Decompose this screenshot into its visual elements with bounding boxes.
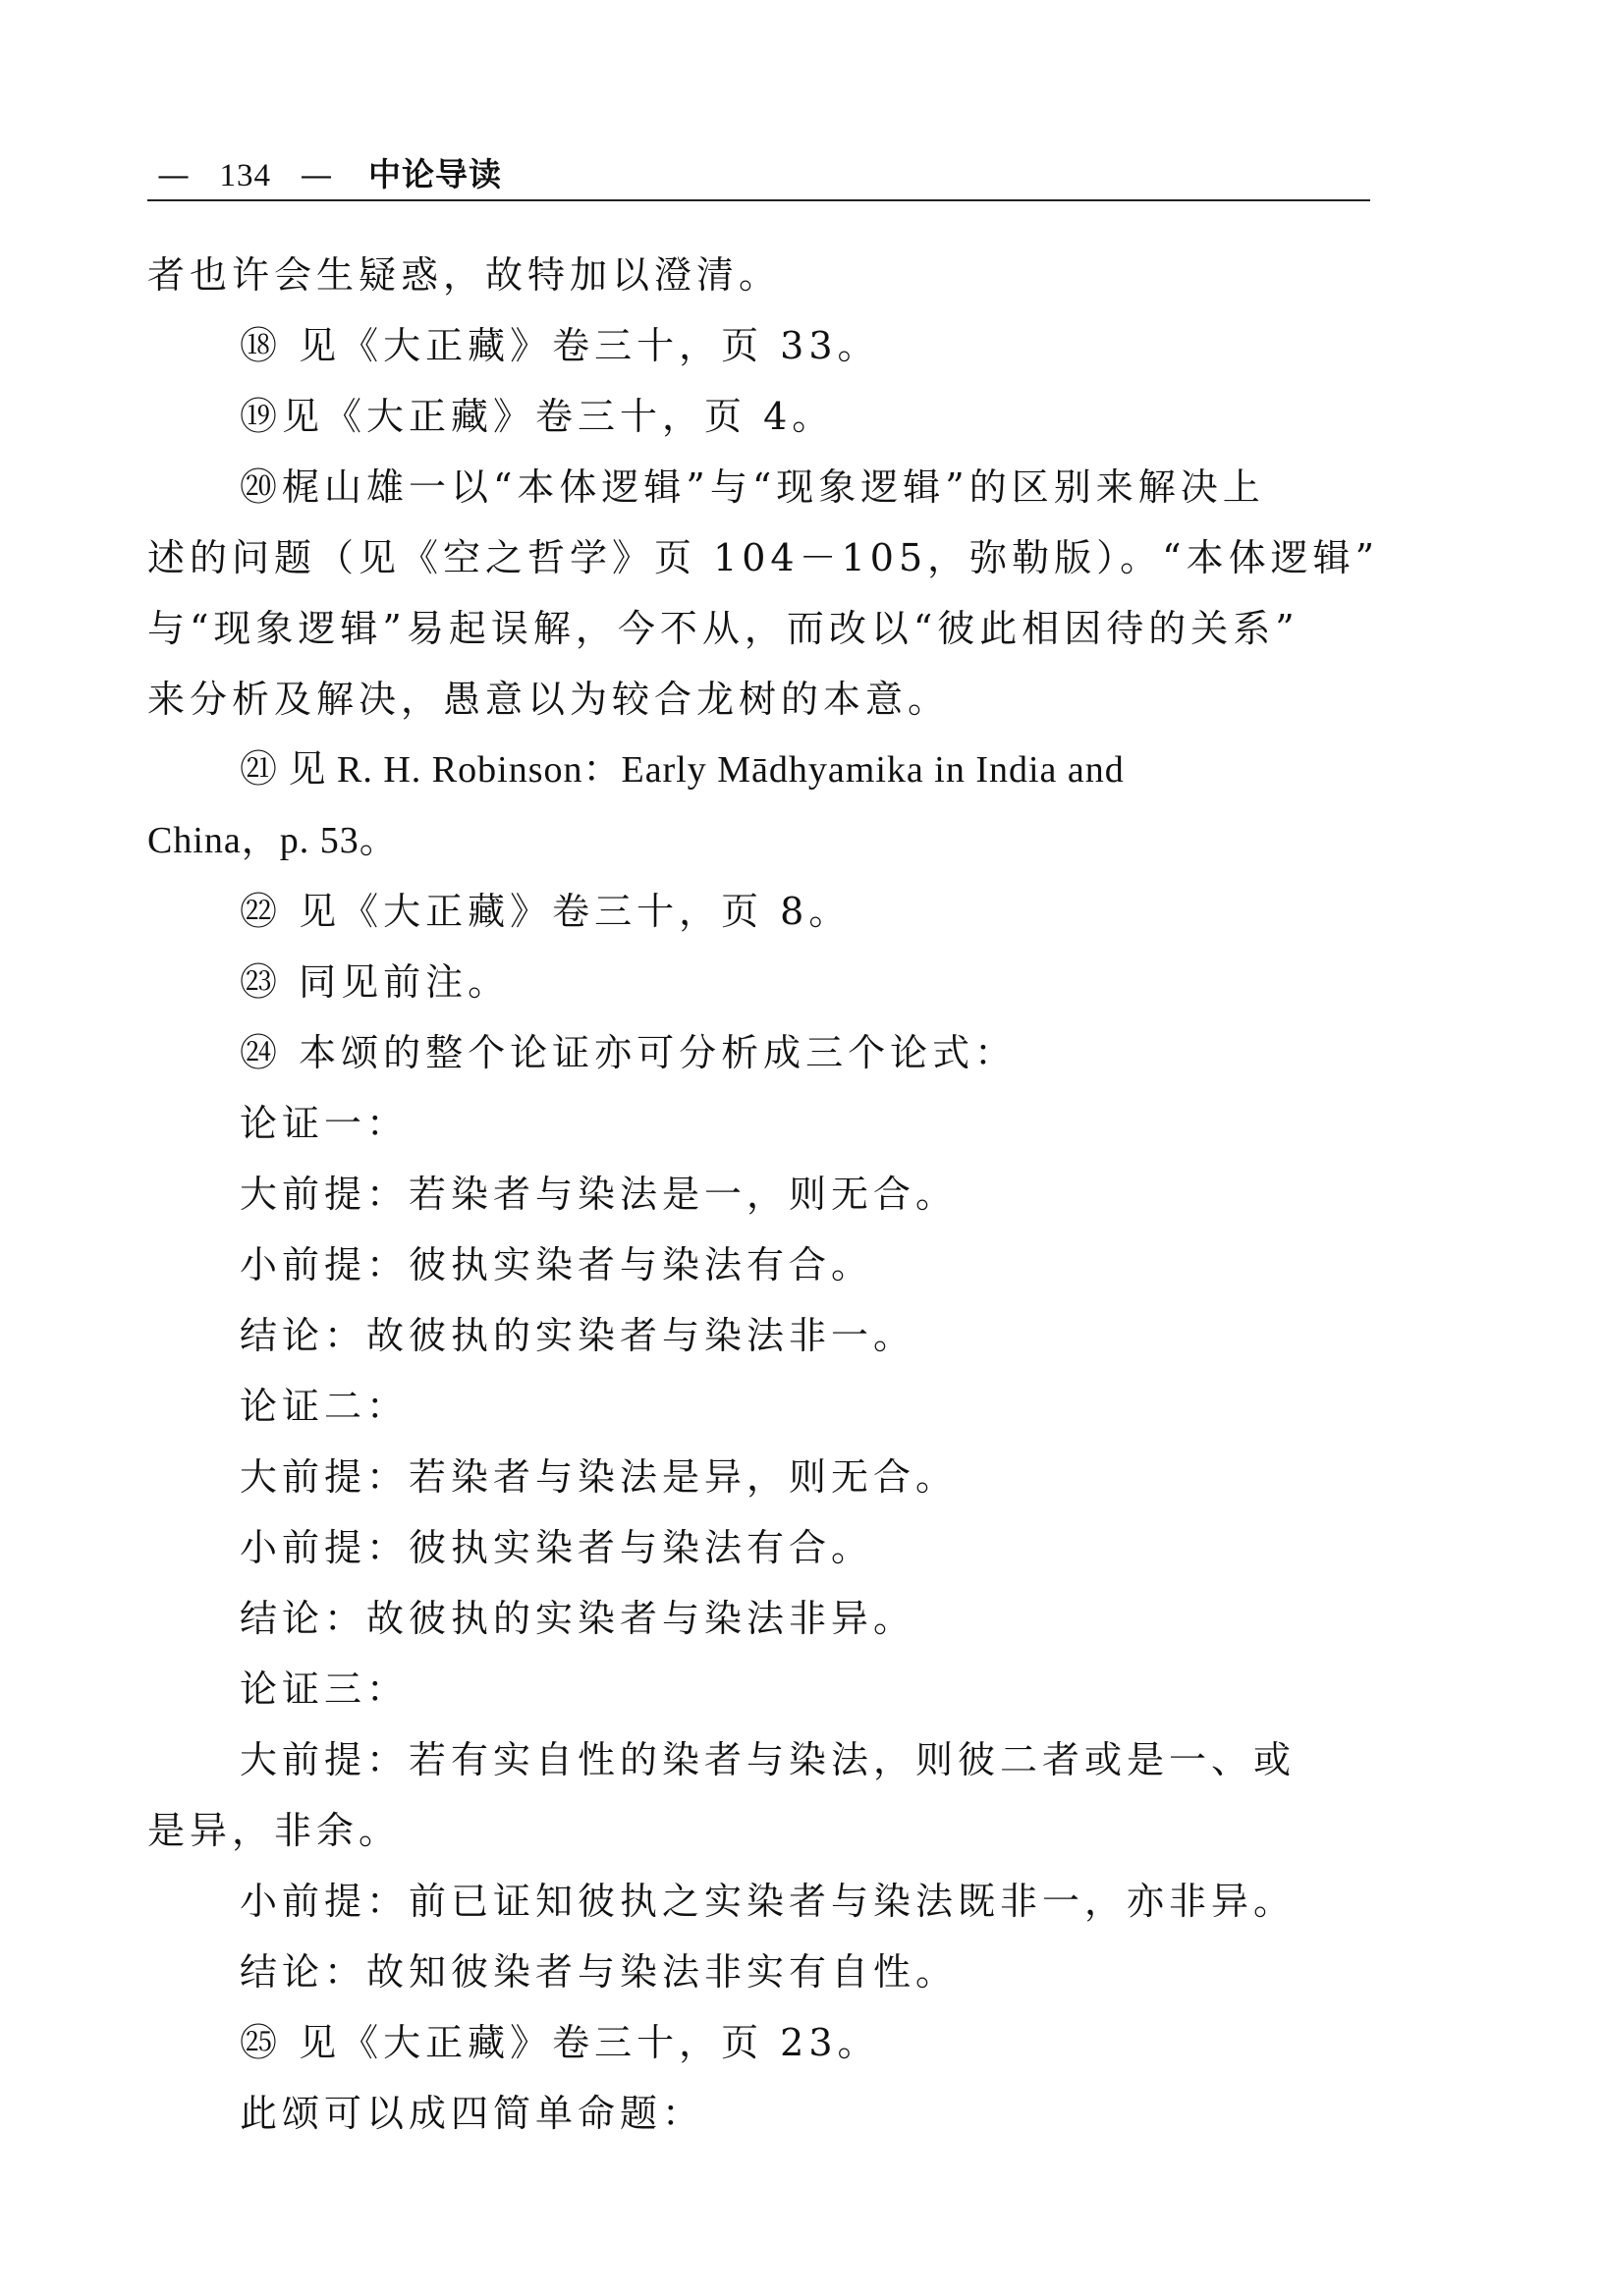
text-line: 与“现象逻辑”易起误解，今不从，而改以“彼此相因待的关系”: [147, 607, 1299, 650]
note-23: ㉓ 同见前注。: [240, 960, 511, 1004]
conclusion: 结论：故彼执的实染者与染法非一。: [240, 1314, 916, 1357]
minor-premise: 小前提：彼执实染者与染法有合。: [240, 1526, 874, 1569]
conclusion: 结论：故知彼染者与染法非实有自性。: [240, 1950, 959, 1994]
header-dash-left: —: [157, 155, 191, 193]
minor-premise: 小前提：前已证知彼执之实染者与染法既非一，亦非异。: [240, 1880, 1297, 1923]
note-20: ⑳梶山雄一以“本体逻辑”与“现象逻辑”的区别来解决上: [240, 465, 1265, 509]
text-line: 此颂可以成四简单命题：: [240, 2092, 705, 2135]
header-rule: [147, 199, 1370, 201]
major-premise: 大前提：若染者与染法是一，则无合。: [240, 1173, 959, 1216]
note-25: ㉕ 见《大正藏》卷三十，页 23。: [240, 2021, 880, 2064]
book-title: 中论导读: [368, 155, 502, 193]
note-24: ㉔ 本颂的整个论证亦可分析成三个论式：: [240, 1031, 1018, 1074]
note-19: ⑲见《大正藏》卷三十，页 4。: [240, 395, 835, 438]
notes-body: [147, 240, 1379, 2149]
text-line: 是异，非余。: [147, 1809, 402, 1852]
argument-heading: 论证二：: [240, 1385, 410, 1428]
argument-heading: 论证一：: [240, 1102, 410, 1145]
note-21: ㉑ 见 R. H. Robinson：Early Mādhyamika in India and: [240, 749, 1125, 791]
text-line: 述的问题（见《空之哲学》页 104－105，弥勒版）。“本体逻辑”: [147, 536, 1379, 579]
text-line: 来分析及解决，愚意以为较合龙树的本意。: [147, 678, 951, 721]
major-premise: 大前提：若有实自性的染者与染法，则彼二者或是一、或: [240, 1738, 1297, 1781]
header-dash-right: —: [300, 155, 334, 193]
argument-heading: 论证三：: [240, 1667, 410, 1711]
major-premise: 大前提：若染者与染法是异，则无合。: [240, 1455, 959, 1499]
minor-premise: 小前提：彼执实染者与染法有合。: [240, 1243, 874, 1286]
running-header: [147, 149, 502, 195]
text-line: China，p. 53。: [147, 820, 398, 861]
conclusion: 结论：故彼执的实染者与染法非异。: [240, 1597, 916, 1640]
text-line: 者也许会生疑惑，故特加以澄清。: [147, 253, 782, 297]
note-18: ⑱ 见《大正藏》卷三十，页 33。: [240, 324, 880, 367]
page-number: 134: [219, 158, 271, 193]
note-22: ㉒ 见《大正藏》卷三十，页 8。: [240, 890, 852, 933]
